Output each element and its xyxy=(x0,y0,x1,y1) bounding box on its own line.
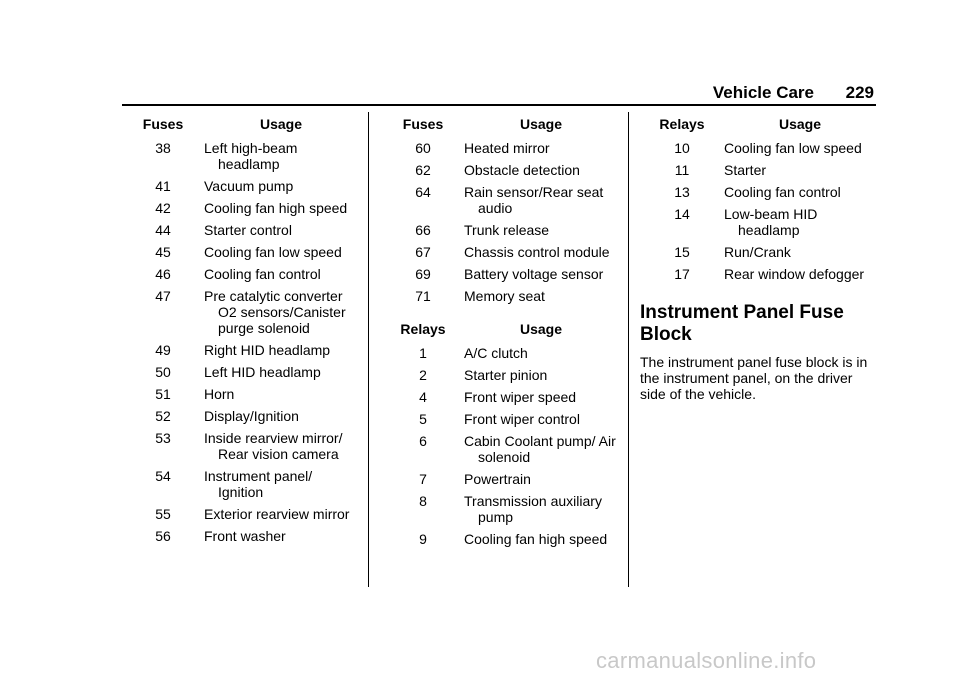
body-paragraph: The instrument panel fuse block is in the instrument panel, on the driver side of the vehicle. xyxy=(640,354,868,402)
table-row xyxy=(122,383,358,405)
table-row xyxy=(382,386,618,408)
row-usage: Starter xyxy=(724,162,767,178)
row-usage: Inside rearview mirror/ Rear vision camera xyxy=(204,430,343,462)
row-usage: Cabin Coolant pump/ Air solenoid xyxy=(464,433,616,465)
row-usage: Cooling fan control xyxy=(724,184,841,200)
row-number: 10 xyxy=(674,140,690,156)
row-usage: Cooling fan control xyxy=(204,266,321,282)
row-usage: Front wiper control xyxy=(464,411,580,427)
table-row xyxy=(640,159,876,181)
row-number: 15 xyxy=(674,244,690,260)
row-usage: Cooling fan low speed xyxy=(204,244,342,260)
table-row xyxy=(382,468,618,490)
table-row xyxy=(122,465,358,503)
row-number: 6 xyxy=(419,433,427,449)
row-number: 38 xyxy=(155,140,171,156)
row-number: 55 xyxy=(155,506,171,522)
table-row xyxy=(122,427,358,465)
row-number: 44 xyxy=(155,222,171,238)
fuses-table xyxy=(122,112,358,547)
row-number: 66 xyxy=(415,222,431,238)
row-number: 62 xyxy=(415,162,431,178)
row-usage: Transmission auxiliary pump xyxy=(464,493,602,525)
row-number: 41 xyxy=(155,178,171,194)
table-row xyxy=(640,263,876,285)
row-number: 69 xyxy=(415,266,431,282)
row-usage: Cooling fan low speed xyxy=(724,140,862,156)
row-usage: Pre catalytic converter O2 sensors/Canister purge solenoid xyxy=(204,288,346,336)
column-2 xyxy=(382,112,618,550)
fuses-header: Fuses xyxy=(402,116,444,132)
row-usage: Cooling fan high speed xyxy=(464,531,608,547)
row-usage: Rain sensor/Rear seat audio xyxy=(464,184,604,216)
row-number: 50 xyxy=(155,364,171,380)
row-usage: Run/Crank xyxy=(724,244,791,260)
row-number: 60 xyxy=(415,140,431,156)
fuses-header: Fuses xyxy=(142,116,184,132)
row-usage: Vacuum pump xyxy=(204,178,294,194)
table-row xyxy=(122,361,358,383)
section-title: Vehicle Care xyxy=(712,83,814,102)
table-row xyxy=(122,137,358,175)
table-row xyxy=(382,408,618,430)
row-number: 2 xyxy=(419,367,427,383)
row-number: 49 xyxy=(155,342,171,358)
row-usage: Memory seat xyxy=(464,288,545,304)
table-row xyxy=(122,339,358,361)
row-usage: Front washer xyxy=(204,528,286,544)
usage-header: Usage xyxy=(778,116,822,132)
table-row xyxy=(382,285,618,307)
row-number: 17 xyxy=(674,266,690,282)
table-row xyxy=(382,364,618,386)
row-number: 5 xyxy=(419,411,427,427)
row-number: 1 xyxy=(419,345,427,361)
row-number: 11 xyxy=(674,162,690,178)
row-number: 47 xyxy=(155,288,171,304)
column-3 xyxy=(640,112,876,402)
row-number: 4 xyxy=(419,389,427,405)
row-usage: Powertrain xyxy=(464,471,531,487)
table-row xyxy=(122,503,358,525)
row-number: 71 xyxy=(415,288,431,304)
row-usage: Chassis control module xyxy=(464,244,610,260)
row-usage: Exterior rearview mirror xyxy=(204,506,350,522)
relays-table xyxy=(640,112,876,285)
row-usage: Display/Ignition xyxy=(204,408,299,424)
watermark: carmanualsonline.info xyxy=(596,648,817,673)
row-usage: Horn xyxy=(204,386,235,402)
row-usage: Low-beam HID headlamp xyxy=(724,206,818,238)
table-row xyxy=(122,525,358,547)
row-usage: Right HID headlamp xyxy=(204,342,331,358)
table-row xyxy=(382,342,618,364)
table-row xyxy=(382,241,618,263)
row-number: 67 xyxy=(415,244,431,260)
table-row xyxy=(122,263,358,285)
relays-header: Relays xyxy=(400,321,446,337)
table-row xyxy=(382,137,618,159)
usage-header: Usage xyxy=(519,321,563,337)
row-number: 9 xyxy=(419,531,427,547)
fuses-table xyxy=(382,112,618,550)
table-row xyxy=(122,219,358,241)
column-divider xyxy=(368,112,369,587)
row-usage: Heated mirror xyxy=(464,140,550,156)
row-number: 14 xyxy=(674,206,690,222)
table-row xyxy=(382,263,618,285)
row-number: 52 xyxy=(155,408,171,424)
row-number: 64 xyxy=(415,184,431,200)
column-divider xyxy=(628,112,629,587)
table-row xyxy=(640,203,876,241)
page-header xyxy=(122,82,876,106)
row-usage: Battery voltage sensor xyxy=(464,266,604,282)
row-usage: Left high-beam headlamp xyxy=(204,140,298,172)
row-number: 42 xyxy=(155,200,171,216)
row-number: 7 xyxy=(419,471,427,487)
table-row xyxy=(382,430,618,468)
row-number: 51 xyxy=(155,386,171,402)
column-1 xyxy=(122,112,358,547)
table-row xyxy=(382,490,618,528)
row-usage: Instrument panel/ Ignition xyxy=(204,468,313,500)
relays-header: Relays xyxy=(659,116,705,132)
row-usage: Left HID headlamp xyxy=(204,364,321,380)
row-usage: Trunk release xyxy=(464,222,550,238)
table-row xyxy=(640,137,876,159)
row-usage: Starter pinion xyxy=(464,367,548,383)
row-number: 46 xyxy=(155,266,171,282)
table-row xyxy=(122,285,358,339)
table-row xyxy=(382,219,618,241)
usage-header: Usage xyxy=(519,116,563,132)
table-row xyxy=(122,175,358,197)
table-row xyxy=(640,181,876,203)
row-usage: Obstacle detection xyxy=(464,162,580,178)
row-number: 56 xyxy=(155,528,171,544)
usage-header: Usage xyxy=(259,116,303,132)
page-number: 229 xyxy=(845,83,874,102)
row-usage: Front wiper speed xyxy=(464,389,577,405)
table-row xyxy=(122,197,358,219)
row-usage: A/C clutch xyxy=(464,345,528,361)
row-usage: Cooling fan high speed xyxy=(204,200,348,216)
row-number: 45 xyxy=(155,244,171,260)
table-row xyxy=(122,405,358,427)
row-number: 8 xyxy=(419,493,427,509)
table-row xyxy=(382,528,618,550)
table-row xyxy=(382,159,618,181)
row-usage: Starter control xyxy=(204,222,292,238)
section-heading: Instrument Panel Fuse Block xyxy=(640,302,844,345)
row-number: 13 xyxy=(674,184,690,200)
table-row xyxy=(382,181,618,219)
row-number: 54 xyxy=(155,468,171,484)
row-number: 53 xyxy=(155,430,171,446)
row-usage: Rear window defogger xyxy=(724,266,865,282)
table-row xyxy=(122,241,358,263)
table-row xyxy=(640,241,876,263)
